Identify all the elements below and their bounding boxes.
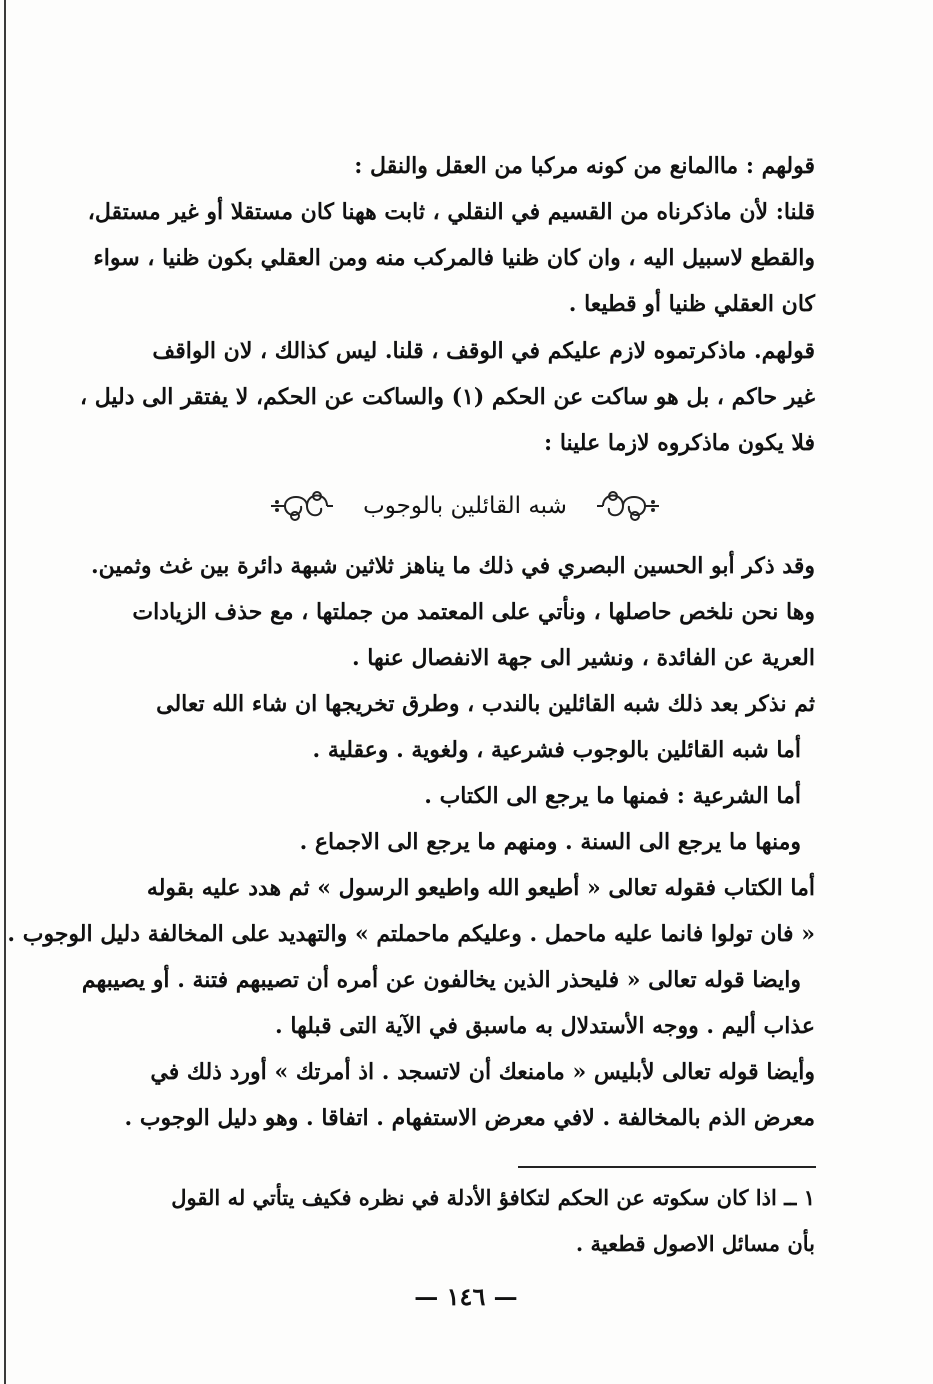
text-line: العرية عن الفائدة ، ونشير الى جهة الانفصال عنها . bbox=[351, 645, 815, 671]
right-ornament-icon bbox=[593, 484, 663, 528]
section-title: شبه القائلين بالوجوب bbox=[363, 493, 567, 519]
paragraph-block-3 bbox=[7, 543, 815, 1141]
footnote-line: بأن مسائل الاصول قطعية . bbox=[575, 1231, 815, 1256]
footnote-line: ١ ــ اذا كان سكوته عن الحكم لتكافؤ الأدلة في نظره فكيف يتأتي له القول bbox=[171, 1185, 815, 1210]
text-line: وايضا قوله تعالى « فليحذر الذين يخالفون عن أمره أن تصيبهم فتنة . أو يصيبهم bbox=[81, 967, 801, 993]
text-line: وها نحن نلخص حاصلها ، ونأتي على المعتمد من جملتها ، مع حذف الزيادات bbox=[132, 599, 815, 625]
text-line: « فان تولوا فانما عليه ماحمل . وعليكم ماحملتم » والتهديد على المخالفة دليل الوجوب . bbox=[7, 921, 815, 947]
text-line: ومنها ما يرجع الى السنة . ومنهم ما يرجع الى الاجماع . bbox=[299, 829, 801, 855]
text-line: فلا يكون ماذكروه لازما علينا : bbox=[544, 430, 815, 456]
text-line: غير حاكم ، بل هو ساكت عن الحكم (١) والساكت عن الحكم، لا يفتقر الى دليل ، bbox=[79, 384, 815, 410]
text-line: قلنا: لأن ماذكرناه من القسيم في النقلي ، ثابت ههنا كان مستقلا أو غير مستقل، bbox=[87, 199, 815, 225]
section-heading bbox=[230, 478, 700, 534]
text-line: أما الشرعية : فمنها ما يرجع الى الكتاب . bbox=[424, 783, 801, 809]
page-number: — ١٤٦ — bbox=[414, 1282, 518, 1311]
text-line: قولهم : ماالمانع من كونه مركبا من العقل والنقل : bbox=[354, 153, 815, 179]
left-ornament-icon bbox=[267, 484, 337, 528]
text-line: أما الكتاب فقوله تعالى « أطيعو الله واطيعو الرسول » ثم هدد عليه بقوله bbox=[146, 875, 815, 901]
footnote bbox=[95, 1175, 815, 1267]
text-line: وقد ذكر أبو الحسين البصري في ذلك ما يناهز ثلاثين شبهة دائرة بين غث وثمين. bbox=[90, 553, 815, 579]
text-line: ثم نذكر بعد ذلك شبه القائلين بالندب ، وطرق تخريجها ان شاء الله تعالى bbox=[156, 691, 815, 717]
text-line: والقطع لاسبيل اليه ، وان كان ظنيا فالمركب منه ومن العقلي بكون ظنيا ، سواء bbox=[93, 245, 815, 271]
paragraph-block-1 bbox=[87, 143, 815, 327]
text-line: قولهم. ماذكرتموه لازم عليكم في الوقف ، قلنا. ليس كذالك ، لان الواقف bbox=[152, 338, 815, 364]
page-edge-line bbox=[4, 0, 6, 1384]
text-line: وأيضا قوله تعالى لأبليس « مامنعك أن لاتسجد . اذ أمرتك » أورد ذلك في bbox=[150, 1059, 815, 1085]
footnote-divider bbox=[518, 1166, 816, 1168]
text-line: أما شبه القائلين بالوجوب فشرعية ، ولغوية . وعقلية . bbox=[312, 737, 801, 763]
text-line: معرض الذم بالمخالفة . لافي معرض الاستفهام . اتفاقا . وهو دليل الوجوب . bbox=[124, 1105, 815, 1131]
paragraph-block-2 bbox=[79, 328, 815, 466]
text-line: عذاب أليم . ووجه الأستدلال به ماسبق في الآية التى قبلها . bbox=[275, 1013, 815, 1039]
text-line: كان العقلي ظنيا أو قطيعا . bbox=[568, 291, 815, 317]
